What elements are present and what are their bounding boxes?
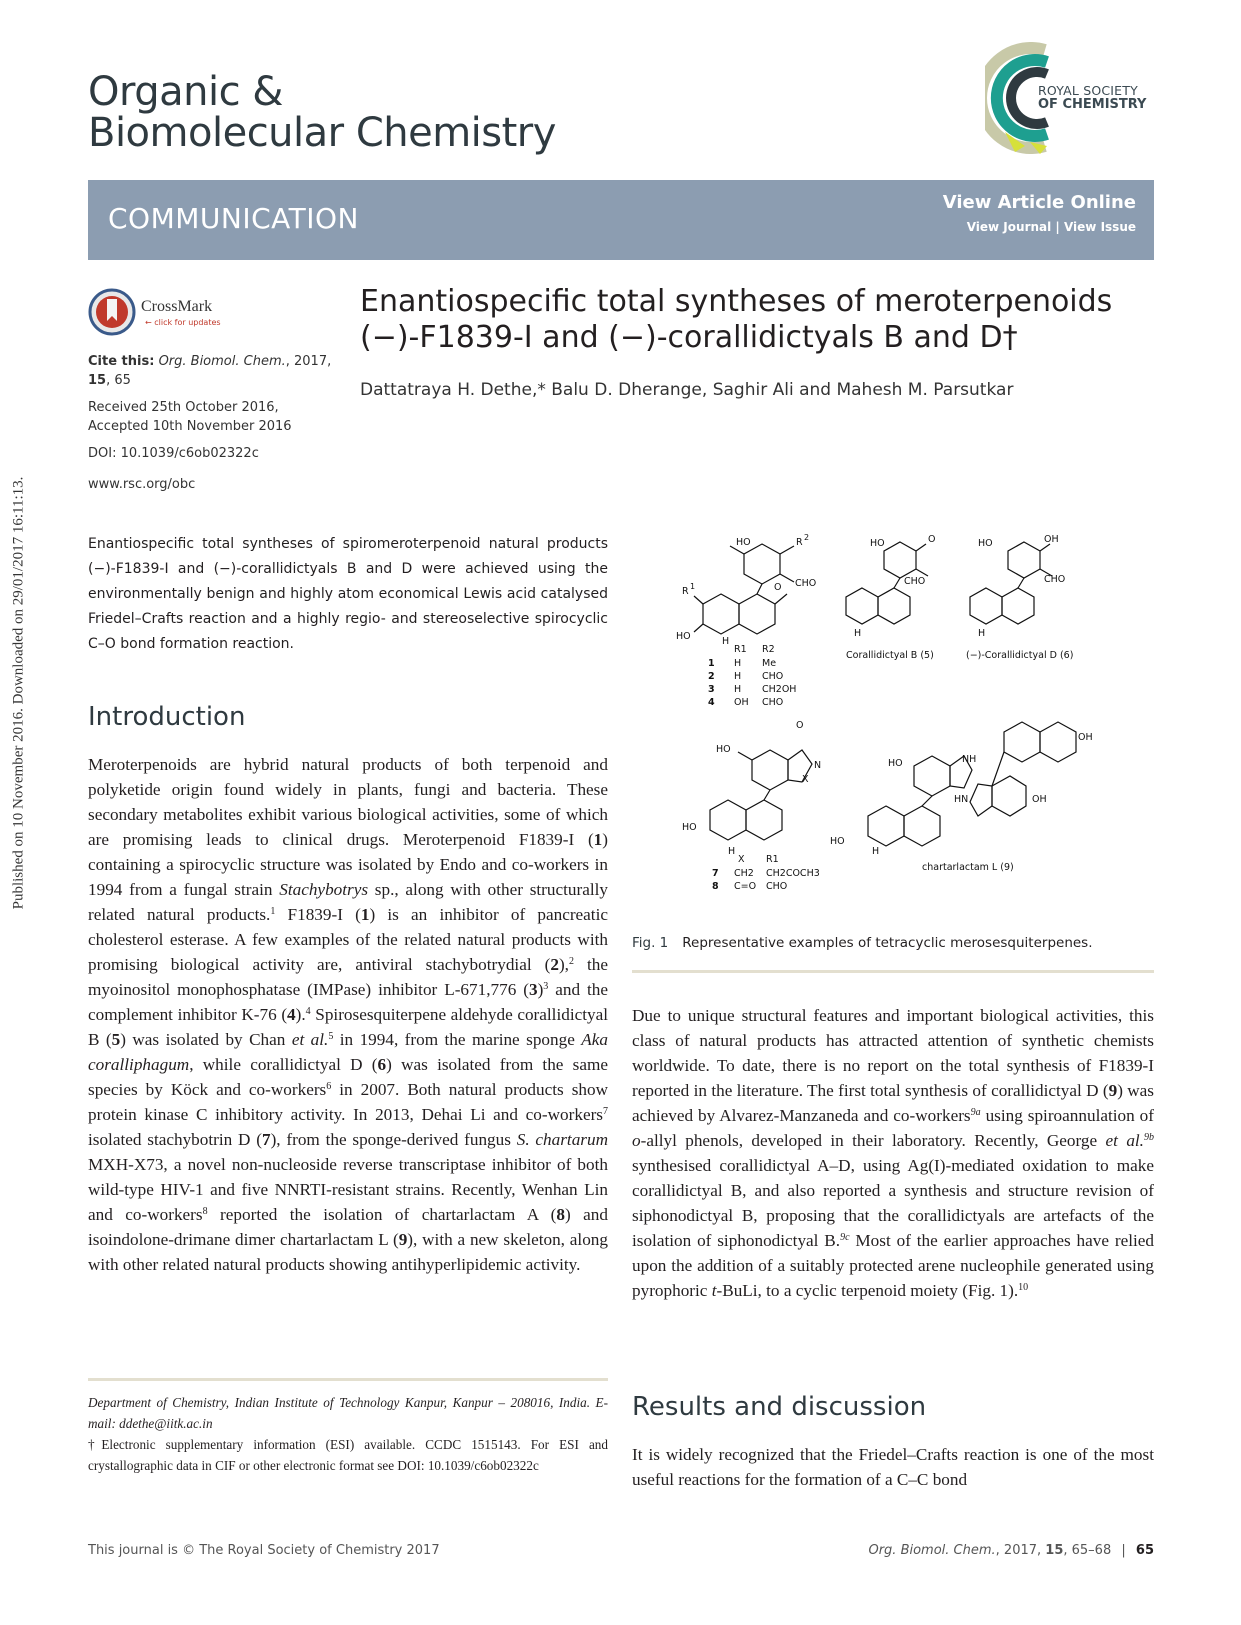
received-date: Received 25th October 2016, <box>88 400 279 415</box>
fig-label-r2-sup: 2 <box>804 533 810 542</box>
citation <box>88 352 348 390</box>
article-title <box>360 284 1160 356</box>
name-corallidictyal-b: Corallidictyal B (5) <box>846 650 934 661</box>
journal-url-link[interactable]: www.rsc.org/obc <box>88 477 196 492</box>
fig-label-r1: R <box>682 586 689 597</box>
article-title-line2: (−)-F1839-I and (−)-corallidictyals B and D† <box>360 320 1018 355</box>
fig-label-r1-sup: 1 <box>690 582 696 591</box>
view-journal-issue-links[interactable]: View Journal | View Issue <box>966 220 1136 234</box>
fig6-label-ho: HO <box>978 538 993 549</box>
crossmark-icon <box>88 288 136 336</box>
svg-text:R1: R1 <box>766 854 779 865</box>
introduction-heading: Introduction <box>88 702 246 732</box>
crossmark-title: CrossMark <box>141 298 213 315</box>
figure-caption-text: Representative examples of tetracyclic merosesquiterpenes. <box>682 935 1093 951</box>
svg-text:H: H <box>734 684 742 695</box>
svg-text:7: 7 <box>712 868 719 879</box>
footnote-divider <box>88 1378 608 1381</box>
svg-text:OH: OH <box>734 697 749 708</box>
fig7-label-ho-2: HO <box>682 822 697 833</box>
crossmark-badge[interactable] <box>88 288 248 340</box>
fig-label-o: O <box>774 582 782 593</box>
svg-text:CH2OH: CH2OH <box>762 684 797 695</box>
svg-text:CH2: CH2 <box>734 868 754 879</box>
download-stamp <box>4 443 34 943</box>
rsc-wordmark-line2: OF CHEMISTRY <box>1038 97 1147 112</box>
fig9-label-nh: NH <box>962 754 977 765</box>
svg-text:H: H <box>734 671 742 682</box>
fig9-label-ho: HO <box>888 758 903 769</box>
fig9-label-oh: OH <box>1032 794 1047 805</box>
cite-year: , 2017, <box>285 354 332 369</box>
journal-title <box>88 69 556 156</box>
fig5-label-cho: CHO <box>904 576 926 587</box>
fig5-label-h: H <box>854 628 862 639</box>
svg-text:1: 1 <box>708 658 715 669</box>
svg-text:CH2COCH3: CH2COCH3 <box>766 868 820 879</box>
article-type-label: COMMUNICATION <box>108 202 359 235</box>
journal-title-line2: Biomolecular Chemistry <box>88 110 556 156</box>
svg-text:C=O: C=O <box>734 881 757 892</box>
cite-volume: 15 <box>88 373 107 388</box>
fig7-label-x: X <box>802 774 809 785</box>
cite-pages: , 65 <box>106 373 131 388</box>
journal-title-line1: Organic & <box>88 69 283 115</box>
fig-label-cho: CHO <box>795 578 817 589</box>
view-article-online-link[interactable]: View Article Online <box>942 192 1136 213</box>
fig6-label-cho: CHO <box>1044 574 1066 585</box>
fig9-label-ho-2: HO <box>830 836 845 847</box>
footer-citation: Org. Biomol. Chem., 2017, 15, 65–68 | 65 <box>868 1543 1154 1558</box>
fig5-label-ho: HO <box>870 538 885 549</box>
svg-text:X: X <box>738 854 745 865</box>
footnotes <box>88 1392 608 1476</box>
footer-copyright: This journal is © The Royal Society of Chemistry 2017 <box>88 1543 440 1558</box>
dates <box>88 398 348 436</box>
results-paragraph: It is widely recognized that the Friedel–Crafts reaction is one of the most useful reactions for the formation of a C–C bond <box>632 1445 1154 1489</box>
fig7-label-h: H <box>728 846 736 857</box>
fig-label-h: H <box>722 636 730 647</box>
accepted-date: Accepted 10th November 2016 <box>88 419 292 434</box>
cite-label: Cite this: <box>88 354 155 369</box>
fig7-label-n: N <box>814 760 822 771</box>
rsc-wordmark <box>1038 84 1146 112</box>
svg-text:CHO: CHO <box>766 881 788 892</box>
table1-head-r2: R2 <box>762 644 775 655</box>
download-stamp-text: Published on 10 November 2016. Downloaded on 29/01/2017 16:11:13. <box>10 476 27 910</box>
abstract: Enantiospecific total syntheses of spiromeroterpenoid natural products (−)-F1839-I and (−)-corallidictyals B and D were achieved using the environmentally benign and highly atom economical Lewis acid catalysed Friedel–Crafts reaction and a highly regio- and stereoselective spirocyclic C–O bond formation reaction. <box>88 536 608 652</box>
svg-text:CHO: CHO <box>762 671 784 682</box>
fig9-label-h: H <box>872 846 880 857</box>
name-corallidictyal-d: (−)-Corallidictyal D (6) <box>966 650 1074 661</box>
author-list: Dattatraya H. Dethe,* Balu D. Dherange, Saghir Ali and Mahesh M. Parsutkar <box>360 380 1014 400</box>
doi[interactable]: DOI: 10.1039/c6ob02322c <box>88 446 259 461</box>
fig6-label-h: H <box>978 628 986 639</box>
right-column-paragraph: Due to unique structural features and important biological activities, this class of natural products has attracted attention of synthetic chemists worldwide. To date, there is no report on the total synthesis of F1839-I reported in the literature. The first total synthesis of corallidictyal D (9) was achieved by Alvarez-Manzaneda and co-workers$^{9a}$ using spiroannulation of o-allyl phenols, developed in their laboratory. Recently, George et al.$^{9b}$ synthesised corallidictyal A–D, using Ag(I)-mediated oxidation to make corallidictyal B, and also reported a synthesis and structure revision of siphonodictyal B, proposing that the corallidictyals are artefacts of the isolation of siphonodictyal B.$^{9c}$ Most of the earlier approaches have relied upon the addition of a suitably protected arene nucleophile generated using pyrophoric t-BuLi, to a cyclic terpenoid moiety (Fig. 1).$^{10}$ <box>632 1006 1154 1300</box>
crossmark-subtitle: ← click for updates <box>145 318 221 327</box>
svg-text:CHO: CHO <box>762 697 784 708</box>
fig5-label-o: O <box>928 534 936 545</box>
esi-footnote: †Electronic supplementary information (ESI) available. CCDC 1515143. For ESI and crystallographic data in CIF or other electronic format see DOI: 10.1039/c6ob02322c <box>88 1437 608 1473</box>
svg-text:4: 4 <box>708 697 715 708</box>
fig7-label-o: O <box>796 720 804 731</box>
rsc-wordmark-line1: ROYAL SOCIETY <box>1038 83 1138 98</box>
fig9-label-hn: HN <box>954 794 969 805</box>
fig-label-ho-2: HO <box>676 631 691 642</box>
figure-caption <box>632 935 1154 951</box>
name-chartarlactam-l: chartarlactam L (9) <box>922 862 1014 873</box>
svg-text:Me: Me <box>762 658 777 669</box>
fig-label-r2: R <box>796 537 803 548</box>
figure-divider <box>632 970 1154 973</box>
fig1-table-2 <box>712 854 820 892</box>
results-heading: Results and discussion <box>632 1392 927 1422</box>
cite-journal: Org. Biomol. Chem. <box>158 354 286 369</box>
figure-label: Fig. 1 <box>632 935 669 951</box>
svg-text:8: 8 <box>712 881 719 892</box>
svg-text:3: 3 <box>708 684 715 695</box>
page-number: 65 <box>1135 1543 1154 1558</box>
fig-label-ho: HO <box>736 537 751 548</box>
fig7-label-ho: HO <box>716 744 731 755</box>
fig9-label-oh-2: OH <box>1078 732 1093 743</box>
fig1-table-1 <box>708 644 796 708</box>
article-title-line1: Enantiospecific total syntheses of meroterpenoids <box>360 284 1113 319</box>
article-type-banner <box>88 180 1154 260</box>
svg-text:H: H <box>734 658 742 669</box>
svg-text:2: 2 <box>708 671 715 682</box>
affiliation-footnote: Department of Chemistry, Indian Institute of Technology Kanpur, Kanpur – 208016, India. E-mail: ddethe@iitk.ac.in <box>88 1395 608 1431</box>
fig6-label-oh: OH <box>1044 534 1059 545</box>
table1-head-r1: R1 <box>734 644 747 655</box>
introduction-paragraph: Meroterpenoids are hybrid natural products of both terpenoid and polyketide origin found widely in plants, fungi and bacteria. These secondary metabolites exhibit various biological activities, some of which are promising leads to clinical drugs. Meroterpenoid F1839-I (1) containing a spirocyclic structure was isolated by Endo and co-workers in 1994 from a fungal strain Stachybotrys sp., along with other structurally related natural products.$^1$ F1839-I (1) is an inhibitor of pancreatic cholesterol esterase. A few examples of the related natural products with promising biological activity are, antiviral stachybotrydial (2),$^2$ the myoinositol monophosphatase (IMPase) inhibitor L-671,776 $(3)^3$ and the complement inhibitor K-76 (4).$^4$ Spirosesquiterpene aldehyde corallidictyal B (5) was isolated by Chan et al.$^5$ in 1994, from the marine sponge Aka coralliphagum, while corallidictyal D (6) was isolated from the same species by Köck and co-workers$^6$ in 2007. Both natural products show protein kinase C inhibitory activity. In 2013, Dehai Li and co-workers$^7$ isolated stachybotrin D (7), from the sponge-derived fungus S. chartarum MXH-X73, a novel non-nucleoside reverse transcriptase inhibitor of both wild-type HIV-1 and five NNRTI-resistant strains. Recently, Wenhan Lin and co-workers$^8$ reported the isolation of chartarlactam A (8) and isoindolone-drimane dimer chartarlactam L (9), with a new skeleton, along with other related natural products showing antihyperlipidemic activity. <box>88 755 609 1274</box>
figure-1-structures <box>632 532 1154 932</box>
